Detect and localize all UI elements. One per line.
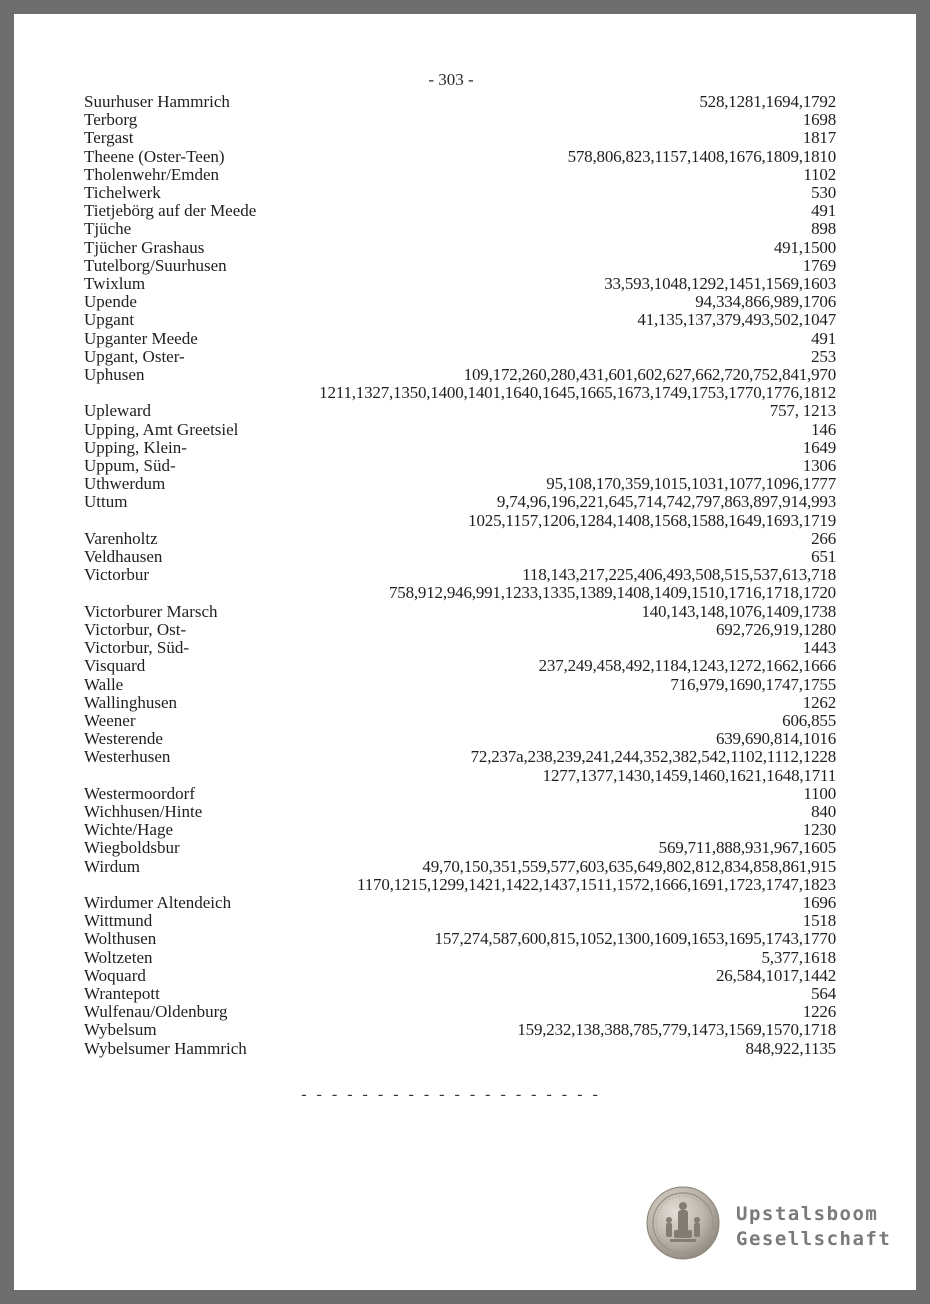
place-name: Wybelsum [84,1020,157,1040]
page-references: 26,584,1017,1442 [715,965,836,985]
place-name: Terborg [84,110,138,130]
page-references: 692,726,919,1280 [715,619,836,639]
index-entry [84,566,836,584]
index-entry [84,348,836,366]
place-name: Uttum [84,492,128,512]
index-entry [84,330,836,348]
place-name: Tietjebörg auf der Meede [84,201,257,221]
page-references: 253 [811,346,836,366]
index-entry [84,184,836,202]
index-entry [84,257,836,275]
place-name: Twixlum [84,274,146,294]
page-references: 72,237a,238,239,241,244,352,382,542,1102,1112,1228 [470,747,836,767]
place-name: Wichhusen/Hinte [84,801,203,821]
page-references: 157,274,587,600,815,1052,1300,1609,1653,1695,1743,1770 [434,929,836,949]
page-references-continued: 758,912,946,991,1233,1335,1389,1408,1409,1510,1716,1718,1720 [388,583,836,603]
page-references: 1769 [802,255,836,275]
page-references: 651 [811,547,836,567]
place-name: Tutelborg/Suurhusen [84,255,227,275]
place-name: Varenholtz [84,528,158,548]
index-entry [84,148,836,166]
place-name: Upganter Meede [84,328,198,348]
index-entry [84,985,836,1003]
brand-line-1: Upstalsboom [736,1203,879,1225]
place-name: Tholenwehr/Emden [84,164,220,184]
index-entry [84,694,836,712]
index-entry [84,1003,836,1021]
page-references: 1230 [802,820,836,840]
index-entry [84,366,836,384]
place-name: Tichelwerk [84,183,161,203]
place-name: Upping, Amt Greetsiel [84,419,239,439]
place-name: Tjücher Grashaus [84,237,205,257]
index-entry [84,93,836,111]
page-references: 1698 [802,110,836,130]
index-entry [84,1021,836,1039]
page-references-continued: 1277,1377,1430,1459,1460,1621,1648,1711 [542,765,836,785]
index-entry [84,821,836,839]
index-entry [84,785,836,803]
place-name: Woltzeten [84,947,153,967]
place-name: Veldhausen [84,547,163,567]
index-entry [84,657,836,675]
page-references-continued: 1170,1215,1299,1421,1422,1437,1511,1572,1666,1691,1723,1747,1823 [357,874,836,894]
place-name: Wolthusen [84,929,157,949]
page-references: 5,377,1618 [761,947,836,967]
index-entry [84,967,836,985]
index-entry [84,676,836,694]
page-references: 1102 [803,164,836,184]
index-entry [84,493,836,511]
place-name: Victorbur, Ost- [84,619,187,639]
index-entry [84,894,836,912]
page-references: 491 [811,201,836,221]
page-references: 1226 [802,1002,836,1022]
page-references: 237,249,458,492,1184,1243,1272,1662,1666 [538,656,836,676]
index-entry [84,311,836,329]
index-entry [84,748,836,766]
page-number: - 303 - [428,70,474,89]
place-name: Wirdum [84,856,140,876]
page-references: 1518 [802,911,836,931]
brand-line-2: Gesellschaft [736,1228,892,1250]
place-name: Upende [84,292,137,312]
page-references: 94,334,866,989,1706 [695,292,836,312]
page-references: 1649 [802,437,836,457]
page-references-continued: 1025,1157,1206,1284,1408,1568,1588,1649,1693,1719 [468,510,836,530]
place-name: Westerhusen [84,747,171,767]
page-references: 757, 1213 [769,401,836,421]
page-references: 639,690,814,1016 [715,729,836,749]
page-references: 491,1500 [773,237,836,257]
separator-line: - - - - - - - - - - - - - - - - - - - - [301,1086,601,1103]
index-entry [84,129,836,147]
place-name: Victorburer Marsch [84,601,218,621]
index-entry [84,293,836,311]
page-references: 1696 [802,892,836,912]
page-references: 1443 [802,638,836,658]
index-entry [84,949,836,967]
place-name: Woquard [84,965,146,985]
page-references: 848,922,1135 [745,1038,836,1058]
index-entry [84,621,836,639]
index-entry [84,1040,836,1058]
place-name: Tergast [84,128,134,148]
page-references: 33,593,1048,1292,1451,1569,1603 [604,274,836,294]
place-name: Uthwerdum [84,474,166,494]
index-entry [84,475,836,493]
index-entry [84,712,836,730]
page-references: 716,979,1690,1747,1755 [670,674,836,694]
place-name: Wrantepott [84,983,160,1003]
place-name: Upping, Klein- [84,437,187,457]
page-references: 528,1281,1694,1792 [699,92,836,111]
place-name: Suurhuser Hammrich [84,92,230,111]
place-name: Victorbur [84,565,150,585]
index-entry [84,239,836,257]
index-entry [84,111,836,129]
page-references: 1100 [803,783,836,803]
page-references: 49,70,150,351,559,577,603,635,649,802,812,834,858,861,915 [422,856,836,876]
index-entry [84,603,836,621]
page-references: 1306 [802,456,836,476]
place-name: Wallinghusen [84,692,178,712]
page-references: 95,108,170,359,1015,1031,1077,1096,1777 [546,474,836,494]
page-references: 564 [811,983,836,1003]
index-entry [84,803,836,821]
index-entry [84,839,836,857]
index-entry [84,912,836,930]
place-name: Upgant [84,310,135,330]
place-name: Tjüche [84,219,132,239]
page-references: 140,143,148,1076,1409,1738 [641,601,836,621]
page-references: 118,143,217,225,406,493,508,515,537,613,718 [522,565,836,585]
page-references: 1817 [802,128,836,148]
upstalsboom-seal-icon [646,1186,720,1260]
place-name: Westermoordorf [84,783,195,803]
page-references: 9,74,96,196,221,645,714,742,797,863,897,914,993 [496,492,836,512]
page-references: 1262 [802,692,836,712]
place-index [84,93,836,1058]
page-references: 266 [811,528,836,548]
index-entry [84,439,836,457]
page-references: 159,232,138,388,785,779,1473,1569,1570,1718 [517,1020,836,1040]
page-references: 578,806,823,1157,1408,1676,1809,1810 [567,146,836,166]
page-references-continued: 1211,1327,1350,1400,1401,1640,1645,1665,1673,1749,1753,1770,1776,1812 [319,383,836,403]
index-entry [84,930,836,948]
page-references: 491 [811,328,836,348]
page-references: 606,855 [782,710,836,730]
brand-wordmark [736,1202,891,1252]
place-name: Wirdumer Altendeich [84,892,232,912]
place-name: Wulfenau/Oldenburg [84,1002,228,1022]
index-entry [84,457,836,475]
index-entry [84,220,836,238]
index-entry [84,275,836,293]
index-entry [84,858,836,876]
place-name: Visquard [84,656,146,676]
page-references: 569,711,888,931,967,1605 [658,838,836,858]
page-references: 41,135,137,379,493,502,1047 [637,310,836,330]
index-entry [84,202,836,220]
page-references: 898 [811,219,836,239]
place-name: Wittmund [84,911,153,931]
place-name: Victorbur, Süd- [84,638,190,658]
place-name: Weener [84,710,136,730]
page-references: 109,172,260,280,431,601,602,627,662,720,752,841,970 [463,365,836,385]
index-entry [84,548,836,566]
index-entry [84,402,836,420]
page-references: 840 [811,801,836,821]
place-name: Uphusen [84,365,145,385]
place-name: Uppum, Süd- [84,456,176,476]
place-name: Upgant, Oster- [84,346,185,366]
page-references: 530 [811,183,836,203]
index-entry [84,730,836,748]
place-name: Wybelsumer Hammrich [84,1038,247,1058]
index-entry [84,530,836,548]
place-name: Wiegboldsbur [84,838,180,858]
place-name: Theene (Oster-Teen) [84,146,225,166]
index-entry [84,166,836,184]
place-name: Upleward [84,401,152,421]
page-references: 146 [811,419,836,439]
index-entry [84,421,836,439]
place-name: Wichte/Hage [84,820,173,840]
place-name: Westerende [84,729,163,749]
place-name: Walle [84,674,124,694]
index-entry [84,639,836,657]
